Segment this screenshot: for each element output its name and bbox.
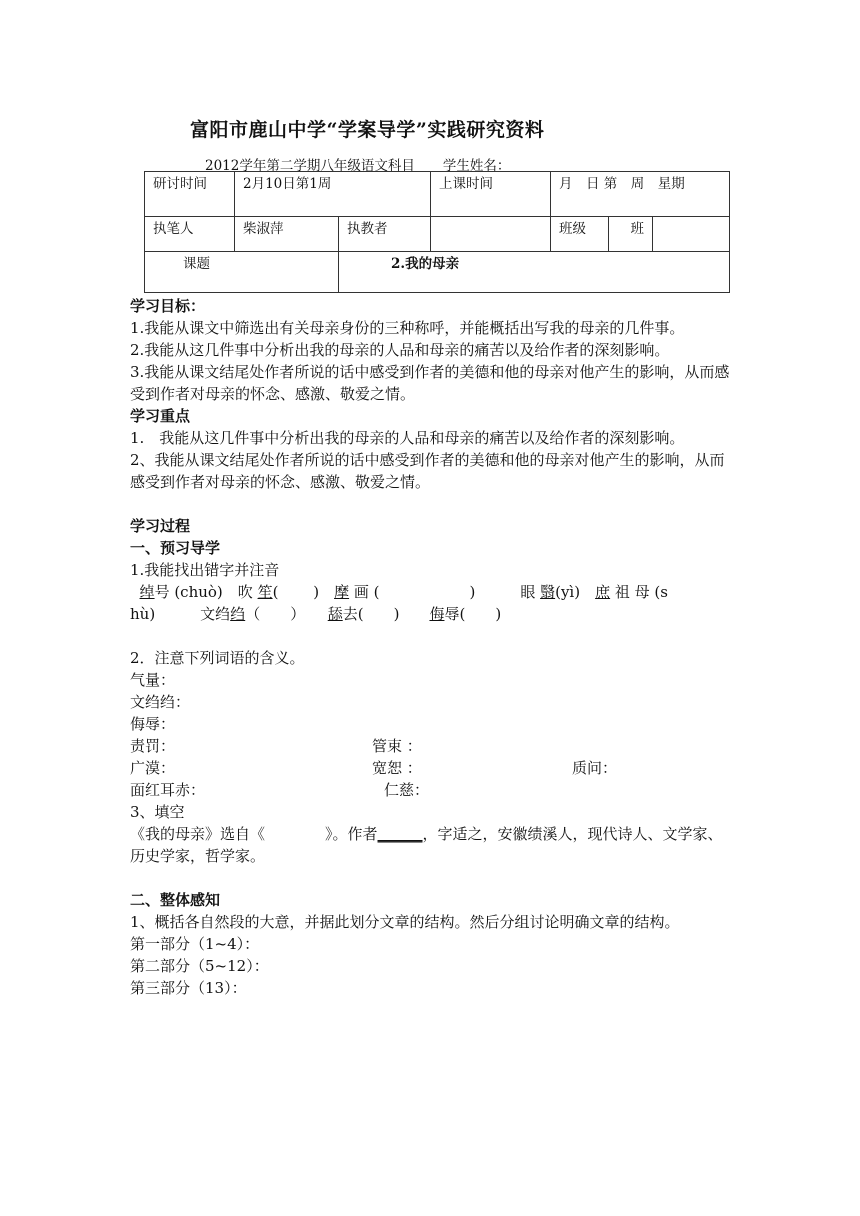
research-time-label: 研讨时间: [145, 172, 235, 217]
author-value: 柴淑萍: [235, 217, 339, 252]
term-item: 广漠：: [130, 759, 176, 777]
question-3: 3、填空: [130, 803, 185, 821]
word-underlined: 绰: [139, 583, 155, 601]
class-time-value: 月 日 第 周 星期: [551, 172, 730, 217]
question-4: 1、概括各自然段的大意，并据此划分文章的结构。然后分组讨论明确文章的结构。: [130, 913, 680, 931]
process-heading: 学习过程: [130, 517, 191, 535]
term-item: 面红耳赤：: [130, 781, 206, 799]
term-item: 文绉绉：: [130, 693, 191, 711]
term-item: 侮辱：: [130, 715, 176, 733]
teacher-label: 执教者: [339, 217, 431, 252]
grade-suffix: 年级: [333, 158, 361, 174]
term-suffix: 学期: [293, 158, 321, 174]
section-overview-heading: 二、整体感知: [130, 891, 221, 909]
key-item: 2、我能从课文结尾处作者所说的话中感受到作者的美德和他的母亲对他产生的影响，从而感受到作者对母亲的怀念、感激、敬爱之情。: [130, 451, 725, 491]
research-time-value: 2月10日第1周: [235, 172, 431, 217]
topic-value: 2.我的母亲: [339, 252, 730, 293]
fill-text: ，字适之，安徽绩溪人，现代诗人、文学家、历史学家，哲学家。: [130, 825, 723, 865]
word-underlined: 绉: [230, 605, 246, 623]
term-item: 质问：: [572, 759, 618, 777]
term-row: [130, 735, 730, 757]
goal-item: 2.我能从这几件事中分析出我的母亲的人品和母亲的痛苦以及给作者的深刻影响。: [130, 341, 670, 359]
student-name-label: 学生姓名：: [442, 158, 511, 174]
word-underlined: 摩: [334, 583, 350, 601]
class-time-label: 上课时间: [431, 172, 551, 217]
pinyin-line-2: [130, 603, 730, 625]
goal-item: 3.我能从课文结尾处作者所说的话中感受到作者的美德和他的母亲对他产生的影响，从而感受到作者对母亲的怀念、感激、敬爱之情。: [130, 363, 730, 403]
author-label: 执笔人: [145, 217, 235, 252]
term-item: 管束 ：: [372, 737, 422, 755]
class-unit: 班: [609, 217, 653, 252]
question-2: 2．注意下列词语的含义。: [130, 649, 305, 667]
goals-heading: 学习目标：: [130, 297, 206, 315]
word-underlined: 笙: [257, 583, 273, 601]
pinyin-text: 号 (chuò) 吹: [154, 583, 258, 601]
term-row: [130, 779, 730, 801]
key-item: 1. 我能从这几件事中分析出我的母亲的人品和母亲的痛苦以及给作者的深刻影响。: [130, 429, 685, 447]
word-underlined: 舔: [327, 605, 343, 623]
pinyin-text: 祖 母 (s: [610, 583, 668, 601]
main-content: [130, 295, 730, 999]
class-extra: [653, 217, 730, 252]
year-suffix: 学年: [239, 158, 267, 174]
fill-text: 《我的母亲》选自《 》。作者: [130, 825, 378, 843]
term-item: 宽恕 ：: [372, 759, 422, 777]
structure-part-1: 第一部分（1~4）：: [130, 935, 260, 953]
pinyin-text: ( ): [272, 583, 335, 601]
topic-label: 课题: [145, 252, 339, 293]
pinyin-text: (yì): [555, 583, 596, 601]
term-item: 责罚：: [130, 737, 176, 755]
class-label: 班级: [551, 217, 609, 252]
teacher-value: [431, 217, 551, 252]
key-heading: 学习重点: [130, 407, 191, 425]
document-title: 富阳市鹿山中学“学案导学”实践研究资料: [190, 119, 545, 141]
grade: 八: [320, 158, 334, 174]
pinyin-text: （ ）: [245, 605, 328, 623]
term-item: 气量：: [130, 671, 176, 689]
pinyin-text: hù) 文绉: [130, 605, 231, 623]
pinyin-line-1: [130, 581, 730, 603]
goal-item: 1.我能从课文中筛选出有关母亲身份的三种称呼，并能概括出写我的母亲的几件事。: [130, 319, 685, 337]
word-underlined: 侮: [429, 605, 445, 623]
subject-suffix: 科目: [387, 158, 415, 174]
pinyin-text: 画 ( ) 眼: [349, 583, 541, 601]
section-preview-heading: 一、预习导学: [130, 539, 221, 557]
question-1: 1.我能找出错字并注音: [130, 561, 280, 579]
pinyin-text: 去( ): [342, 605, 430, 623]
fill-blank-text: [130, 823, 730, 867]
structure-part-2: 第二部分（5~12）：: [130, 957, 269, 975]
subject: 语文: [360, 158, 388, 174]
term-item: 仁慈：: [384, 781, 430, 799]
pinyin-text: 辱( ): [444, 605, 502, 623]
word-underlined: 翳: [540, 583, 556, 601]
structure-part-3: 第三部分（13）：: [130, 979, 247, 997]
term: 第二: [266, 158, 294, 174]
lesson-info-table: [144, 171, 730, 293]
word-underlined: 庶: [595, 583, 611, 601]
author-blank: ______: [377, 825, 423, 843]
year: 2012: [205, 158, 240, 174]
term-row: [130, 757, 730, 779]
